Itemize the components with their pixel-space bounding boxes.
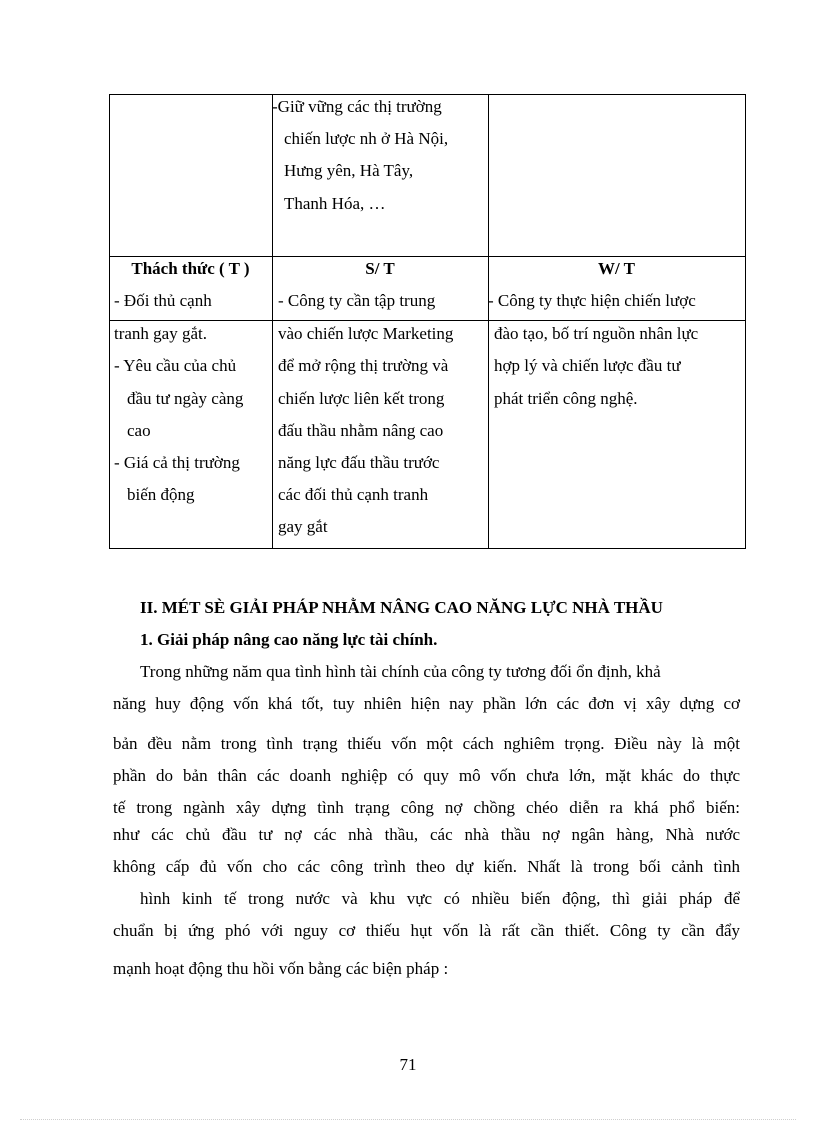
paragraph-line: bản đều nằm trong tình trạng thiếu vốn một cách nghiêm trọng. Điều này là một: [113, 734, 740, 753]
cell-text: đấu thầu nhằm nâng cao: [278, 421, 444, 440]
cell-text: để mở rộng thị trường và: [278, 356, 449, 375]
table-row-divider-1: [109, 256, 746, 257]
cell-text: - Đối thủ cạnh: [114, 291, 212, 310]
cell-text: tranh gay gắt.: [114, 324, 207, 343]
page-number: 71: [399, 1055, 417, 1074]
cell-text: đầu tư ngày càng: [127, 389, 244, 408]
paragraph-line: chuẩn bị ứng phó với nguy cơ thiếu hụt vốn là rất cần thiết. Công ty cần đẩy: [113, 921, 740, 940]
paragraph-line: hình kinh tế trong nước và khu vực có nhiều biến động, thì giải pháp để: [140, 889, 740, 908]
paragraph-line: tế trong ngành xây dựng tình trạng công nợ chồng chéo diễn ra khá phổ biến:: [113, 798, 740, 817]
cell-text: gay gắt: [278, 517, 328, 536]
paragraph-line: năng huy động vốn khá tốt, tuy nhiên hiện nay phần lớn các đơn vị xây dựng cơ: [113, 694, 740, 713]
cell-text: -Giữ vững các thị trường: [272, 97, 442, 116]
header-wt: W/ T: [597, 259, 635, 278]
paragraph-line: mạnh hoạt động thu hồi vốn bằng các biện pháp :: [113, 959, 449, 978]
cell-text: đào tạo, bố trí nguồn nhân lực: [494, 324, 699, 343]
cell-text: - Công ty cần tập trung: [278, 291, 436, 310]
paragraph-line: Trong những năm qua tình hình tài chính của công ty tương đối ổn định, khả: [140, 662, 661, 681]
paragraph-line: không cấp đủ vốn cho các công trình theo dự kiến. Nhất là trong bối cảnh tình: [113, 857, 740, 876]
section-heading: II. MÉT SÈ GIẢI PHÁP NHẰM NÂNG CAO NĂNG LỰC NHÀ THẦU: [140, 598, 663, 617]
table-border-top: [109, 94, 746, 95]
paragraph-line: phần do bản thân các doanh nghiệp có quy mô vốn chưa lớn, mặt khác do thực: [113, 766, 740, 785]
cell-text: chiến lược nh ở Hà Nội,: [284, 129, 449, 148]
cell-text: cao: [127, 421, 151, 440]
cell-text: - Công ty thực hiện chiến lược: [488, 291, 696, 310]
header-threats: Thách thức ( T ): [131, 259, 250, 278]
swot-table: [109, 94, 746, 549]
cell-text: - Yêu cầu của chủ: [114, 356, 237, 375]
cell-text: các đối thủ cạnh tranh: [278, 485, 429, 504]
page-bottom-rule: [20, 1119, 796, 1120]
table-divider-2: [488, 94, 489, 549]
table-border-bottom: [109, 548, 746, 549]
header-st: S/ T: [365, 259, 395, 278]
paragraph-line: như các chủ đầu tư nợ các nhà thầu, các nhà thầu nợ ngân hàng, Nhà nước: [113, 825, 740, 844]
cell-text: Thanh Hóa, …: [284, 194, 386, 213]
subsection-heading: 1. Giải pháp nâng cao năng lực tài chính.: [140, 630, 438, 649]
table-border-left: [109, 94, 110, 549]
cell-text: chiến lược liên kết trong: [278, 389, 445, 408]
cell-text: Hưng yên, Hà Tây,: [284, 161, 414, 180]
table-divider-1: [272, 94, 273, 549]
table-border-right: [745, 94, 746, 549]
cell-text: năng lực đấu thầu trước: [278, 453, 440, 472]
cell-text: biến động: [127, 485, 195, 504]
cell-text: - Giá cả thị trường: [114, 453, 240, 472]
cell-text: hợp lý và chiến lược đầu tư: [494, 356, 681, 375]
table-row-divider-2: [109, 320, 746, 321]
cell-text: vào chiến lược Marketing: [278, 324, 454, 343]
cell-text: phát triển công nghệ.: [494, 389, 638, 408]
